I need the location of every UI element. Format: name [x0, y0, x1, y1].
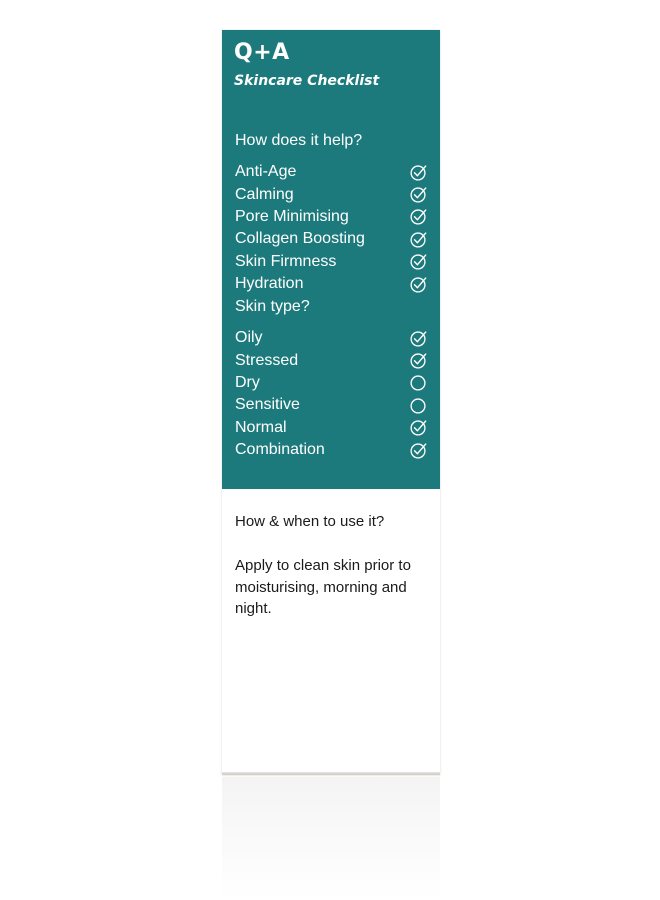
- benefit-item-pore-minimising: [235, 206, 427, 228]
- benefit-check-icon: [410, 208, 427, 225]
- circle-check-icon: [410, 442, 427, 459]
- checklist-subtitle: Skincare Checklist: [234, 73, 380, 89]
- brand-logo: Q+A: [234, 40, 290, 65]
- benefits-heading: How does it help?: [235, 132, 363, 149]
- skin-type-item-stressed: [235, 349, 427, 371]
- skin-type-label: Oily: [235, 329, 263, 347]
- circle-check-icon: [410, 231, 427, 248]
- box-bottom-edge: [222, 772, 440, 775]
- skin-type-item-sensitive: [235, 394, 427, 416]
- benefit-label: Calming: [235, 185, 294, 203]
- skin-type-check-icon: [410, 442, 427, 459]
- benefit-label: Skin Firmness: [235, 252, 337, 270]
- benefits-list: [235, 161, 427, 295]
- benefit-check-icon: [410, 231, 427, 248]
- benefit-label: Pore Minimising: [235, 207, 349, 225]
- skin-type-list: [235, 327, 427, 461]
- benefit-label: Hydration: [235, 275, 304, 293]
- circle-check-icon: [410, 330, 427, 347]
- skin-type-item-combination: [235, 439, 427, 461]
- circle-check-icon: [410, 276, 427, 293]
- usage-instructions: Apply to clean skin prior to moisturising, morning and night.: [235, 557, 411, 617]
- skin-type-label: Sensitive: [235, 396, 300, 414]
- benefit-label: Anti-Age: [235, 163, 297, 181]
- skin-type-label: Stressed: [235, 351, 299, 369]
- usage-section: [222, 489, 440, 775]
- benefit-item-collagen-boosting: [235, 228, 427, 250]
- skin-type-check-icon: [410, 330, 427, 347]
- skin-type-check-icon: [410, 419, 427, 436]
- circle-check-icon: [410, 164, 427, 181]
- skin-type-label: Normal: [235, 418, 287, 436]
- checklist-panel: [222, 30, 440, 489]
- skin-type-item-normal: [235, 417, 427, 439]
- benefit-label: Collagen Boosting: [235, 230, 365, 248]
- benefit-check-icon: [410, 276, 427, 293]
- circle-check-icon: [410, 208, 427, 225]
- empty-circle-icon: [410, 374, 427, 391]
- floor-reflection: [222, 777, 440, 900]
- usage-heading: How & when to use it?: [235, 513, 385, 530]
- product-box: [222, 30, 440, 775]
- skin-type-check-icon: [410, 397, 427, 414]
- benefit-item-calming: [235, 183, 427, 205]
- skin-type-check-icon: [410, 374, 427, 391]
- benefit-check-icon: [410, 253, 427, 270]
- skin-type-item-dry: [235, 372, 427, 394]
- circle-check-icon: [410, 186, 427, 203]
- benefit-check-icon: [410, 164, 427, 181]
- skin-type-heading: Skin type?: [235, 298, 310, 315]
- skin-type-label: Dry: [235, 373, 260, 391]
- benefit-item-anti-age: [235, 161, 427, 183]
- skin-type-check-icon: [410, 352, 427, 369]
- benefit-item-hydration: [235, 273, 427, 295]
- benefit-check-icon: [410, 186, 427, 203]
- skin-type-item-oily: [235, 327, 427, 349]
- benefit-item-skin-firmness: [235, 251, 427, 273]
- circle-check-icon: [410, 419, 427, 436]
- circle-check-icon: [410, 352, 427, 369]
- circle-check-icon: [410, 253, 427, 270]
- empty-circle-icon: [410, 397, 427, 414]
- skin-type-label: Combination: [235, 441, 325, 459]
